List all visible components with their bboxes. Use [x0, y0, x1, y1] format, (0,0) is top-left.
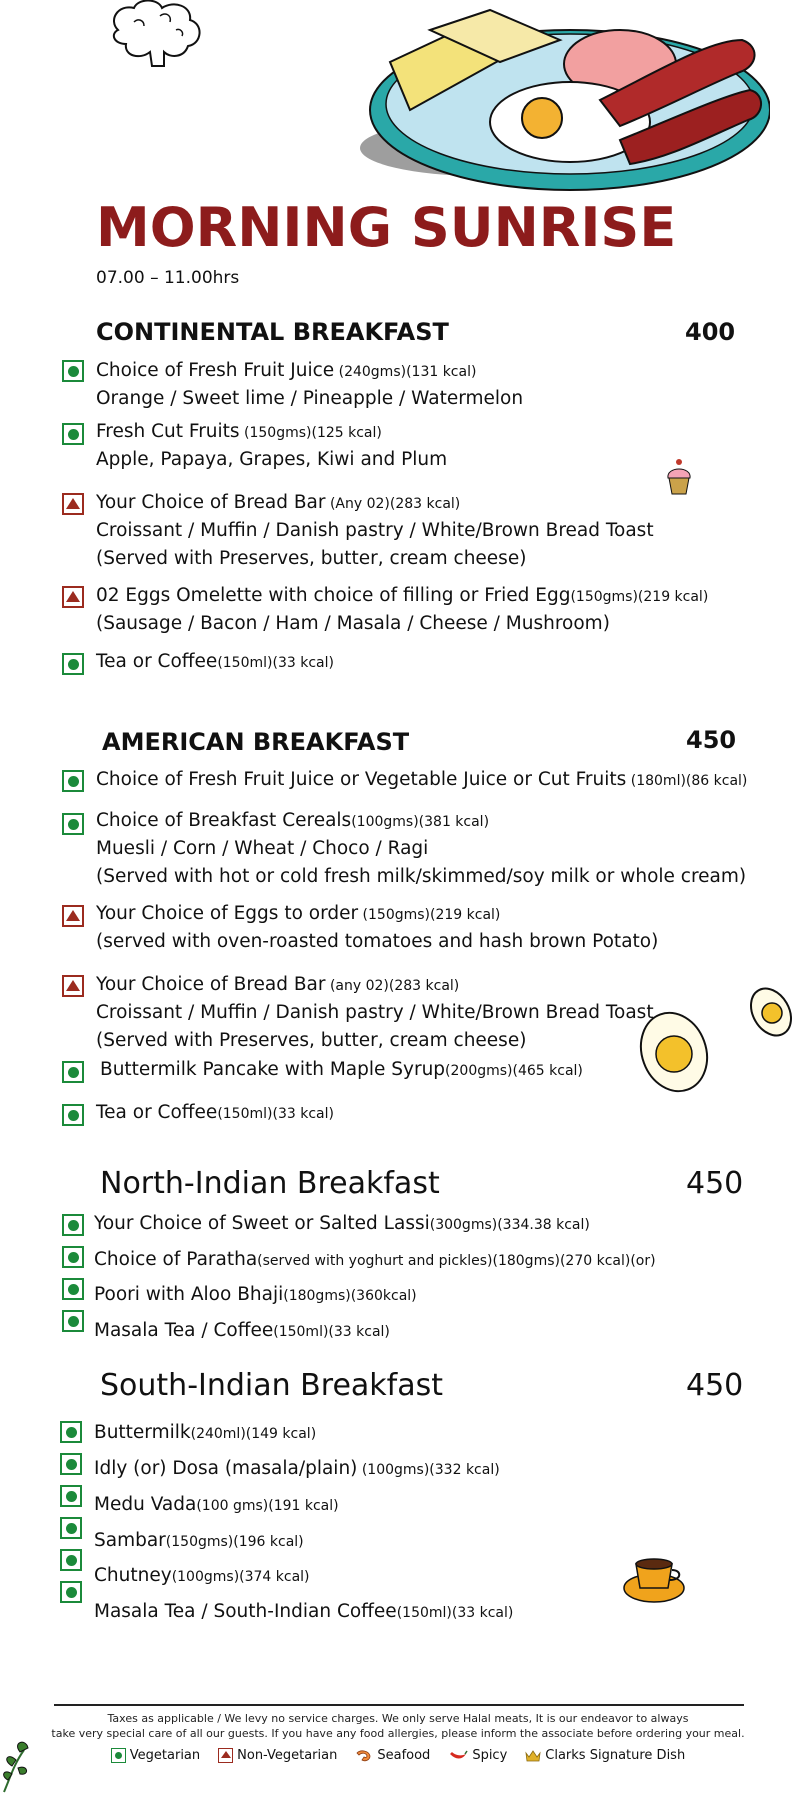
legend-label: Seafood: [377, 1748, 431, 1763]
menu-item: [94, 1284, 417, 1305]
legend-signature: [525, 1748, 685, 1763]
item-name: Sambar: [94, 1530, 166, 1551]
item-name: Your Choice of Bread Bar: [96, 974, 326, 995]
item-description: (Served with hot or cold fresh milk/skimmed/soy milk or whole cream): [96, 866, 747, 887]
menu-item: [94, 1422, 316, 1443]
footer-divider: [54, 1704, 744, 1706]
item-info: (100 gms)(191 kcal): [196, 1498, 339, 1514]
item-name: Choice of Fresh Fruit Juice or Vegetable Juice or Cut Fruits: [96, 769, 627, 790]
item-name: Tea or Coffee: [96, 651, 218, 672]
legend-label: Vegetarian: [129, 1748, 201, 1763]
legend-label: Clarks Signature Dish: [545, 1748, 686, 1763]
item-info: (150ml)(33 kcal): [217, 1106, 334, 1122]
item-info: (Any 02)(283 kcal): [325, 496, 461, 512]
item-name: Chutney: [94, 1565, 172, 1586]
veg-icon: [60, 1549, 82, 1571]
veg-icon: [60, 1421, 82, 1443]
item-name: Masala Tea / South-Indian Coffee: [94, 1601, 397, 1622]
item-info: (200gms)(465 kcal): [445, 1063, 583, 1079]
menu-item: [100, 1059, 583, 1080]
item-description: Apple, Papaya, Grapes, Kiwi and Plum: [96, 449, 448, 470]
section-title-continental: CONTINENTAL BREAKFAST: [96, 318, 449, 346]
item-info: (240ml)(149 kcal): [190, 1426, 317, 1442]
menu-item: [94, 1249, 656, 1270]
section-price-american: 450: [686, 726, 737, 754]
item-name: Idly (or) Dosa (masala/plain): [94, 1458, 358, 1479]
item-description: (Served with Preserves, butter, cream cheese): [96, 1030, 527, 1051]
cauliflower-illustration: [104, 0, 214, 80]
menu-item: [94, 1458, 500, 1479]
item-info: (100gms)(332 kcal): [357, 1462, 500, 1478]
item-info: (300gms)(334.38 kcal): [429, 1217, 590, 1233]
veg-icon: [60, 1453, 82, 1475]
item-name: Your Choice of Sweet or Salted Lassi: [94, 1213, 430, 1234]
item-info: (150ml)(33 kcal): [273, 1324, 390, 1340]
section-title-south-indian: South-Indian Breakfast: [100, 1368, 443, 1403]
menu-item: [96, 421, 382, 442]
menu-item: [96, 1102, 334, 1123]
legend-vegetarian: [111, 1748, 200, 1763]
veg-icon: [62, 1310, 84, 1332]
item-info: (150gms)(125 kcal): [239, 425, 382, 441]
item-info: (150ml)(33 kcal): [396, 1605, 514, 1621]
item-info: (180gms)(360kcal): [283, 1288, 417, 1304]
item-description: Croissant / Muffin / Danish pastry / White/Brown Bread Toast: [96, 520, 654, 541]
non-veg-icon: [62, 493, 84, 515]
menu-item: [96, 585, 708, 606]
menu-item: [96, 903, 500, 924]
footer-note: Taxes as applicable / We levy no service charges. We only serve Halal meats, It is our endeavor to always: [107, 1712, 689, 1725]
legend-spicy: [448, 1748, 507, 1763]
item-description: Croissant / Muffin / Danish pastry / White/Brown Bread Toast: [96, 1002, 654, 1023]
menu-item: [94, 1213, 590, 1234]
non-veg-icon: [62, 586, 84, 608]
herb-leaf-illustration: [0, 1738, 32, 1794]
section-title-north-indian: North-Indian Breakfast: [100, 1166, 440, 1201]
menu-item: [94, 1565, 310, 1586]
item-name: Medu Vada: [94, 1494, 197, 1515]
item-info: (150gms)(196 kcal): [165, 1534, 304, 1550]
coffee-cup-illustration: [620, 1548, 690, 1606]
legend-label: Spicy: [472, 1748, 508, 1763]
item-name: Choice of Breakfast Cereals: [96, 810, 352, 831]
menu-item: [96, 974, 459, 995]
item-description: (served with oven-roasted tomatoes and hash brown Potato): [96, 931, 659, 952]
chili-icon: [448, 1750, 468, 1762]
section-price-south-indian: 450: [686, 1368, 744, 1403]
item-info: (any 02)(283 kcal): [325, 978, 460, 994]
cupcake-illustration: [664, 456, 694, 498]
menu-item: [94, 1601, 513, 1622]
item-name: Buttermilk Pancake with Maple Syrup: [100, 1059, 446, 1080]
item-name: Choice of Fresh Fruit Juice: [96, 360, 335, 381]
non-veg-icon: [62, 905, 84, 927]
item-name: Buttermilk: [94, 1422, 191, 1443]
veg-icon: [60, 1485, 82, 1507]
veg-icon: [62, 423, 84, 445]
menu-item: [96, 769, 747, 790]
item-info: (150ml)(33 kcal): [217, 655, 334, 671]
veg-icon: [60, 1517, 82, 1539]
item-info: (150gms)(219 kcal): [358, 907, 501, 923]
menu-item: [96, 360, 476, 381]
menu-item: [94, 1320, 390, 1341]
crown-icon: [525, 1749, 541, 1763]
item-description: Orange / Sweet lime / Pineapple / Watermelon: [96, 388, 524, 409]
menu-item: [94, 1530, 304, 1551]
menu-item: [96, 810, 489, 831]
item-info: (180ml)(86 kcal): [626, 773, 748, 789]
veg-icon: [62, 1061, 84, 1083]
non-veg-icon: [218, 1748, 233, 1763]
item-description: Muesli / Corn / Wheat / Choco / Ragi: [96, 838, 429, 859]
legend-label: Non-Vegetarian: [237, 1748, 338, 1763]
item-name: Your Choice of Eggs to order: [96, 903, 359, 924]
item-name: Choice of Paratha: [94, 1249, 258, 1270]
service-hours: 07.00 – 11.00hrs: [96, 268, 240, 288]
veg-icon: [62, 1104, 84, 1126]
item-description: (Served with Preserves, butter, cream cheese): [96, 548, 527, 569]
item-info: (100gms)(381 kcal): [351, 814, 490, 830]
item-info: (served with yoghurt and pickles)(180gms)(270 kcal)(or): [257, 1253, 656, 1269]
menu-item: [96, 651, 334, 672]
veg-icon: [62, 360, 84, 382]
boiled-egg-illustration: [748, 984, 794, 1040]
item-name: 02 Eggs Omelette with choice of filling or Fried Egg: [96, 585, 571, 606]
item-info: (100gms)(374 kcal): [171, 1569, 310, 1585]
veg-icon: [60, 1581, 82, 1603]
legend-non-vegetarian: [218, 1748, 337, 1763]
veg-icon: [62, 653, 84, 675]
boiled-egg-illustration: [636, 1008, 712, 1094]
item-info: (150gms)(219 kcal): [570, 589, 709, 605]
breakfast-plate-illustration: [330, 0, 770, 200]
veg-icon: [62, 770, 84, 792]
shrimp-icon: [355, 1749, 373, 1763]
non-veg-icon: [62, 975, 84, 997]
veg-icon: [111, 1748, 126, 1763]
menu-item: [96, 492, 460, 513]
item-name: Tea or Coffee: [96, 1102, 218, 1123]
page-title: MORNING SUNRISE: [96, 196, 677, 259]
item-name: Fresh Cut Fruits: [96, 421, 240, 442]
dietary-legend: [0, 1748, 796, 1763]
veg-icon: [62, 1246, 84, 1268]
veg-icon: [62, 813, 84, 835]
section-price-north-indian: 450: [686, 1166, 744, 1201]
veg-icon: [62, 1214, 84, 1236]
item-name: Poori with Aloo Bhaji: [94, 1284, 284, 1305]
item-description: (Sausage / Bacon / Ham / Masala / Cheese / Mushroom): [96, 613, 610, 634]
item-name: Your Choice of Bread Bar: [96, 492, 326, 513]
section-title-american: AMERICAN BREAKFAST: [102, 728, 410, 756]
veg-icon: [62, 1278, 84, 1300]
menu-item: [94, 1494, 339, 1515]
section-price-continental: 400: [685, 318, 736, 346]
footer-note: take very special care of all our guests. If you have any food allergies, please inform the associate before ordering your meal.: [51, 1727, 745, 1740]
item-name: Masala Tea / Coffee: [94, 1320, 274, 1341]
legend-seafood: [355, 1748, 430, 1763]
item-info: (240gms)(131 kcal): [334, 364, 477, 380]
